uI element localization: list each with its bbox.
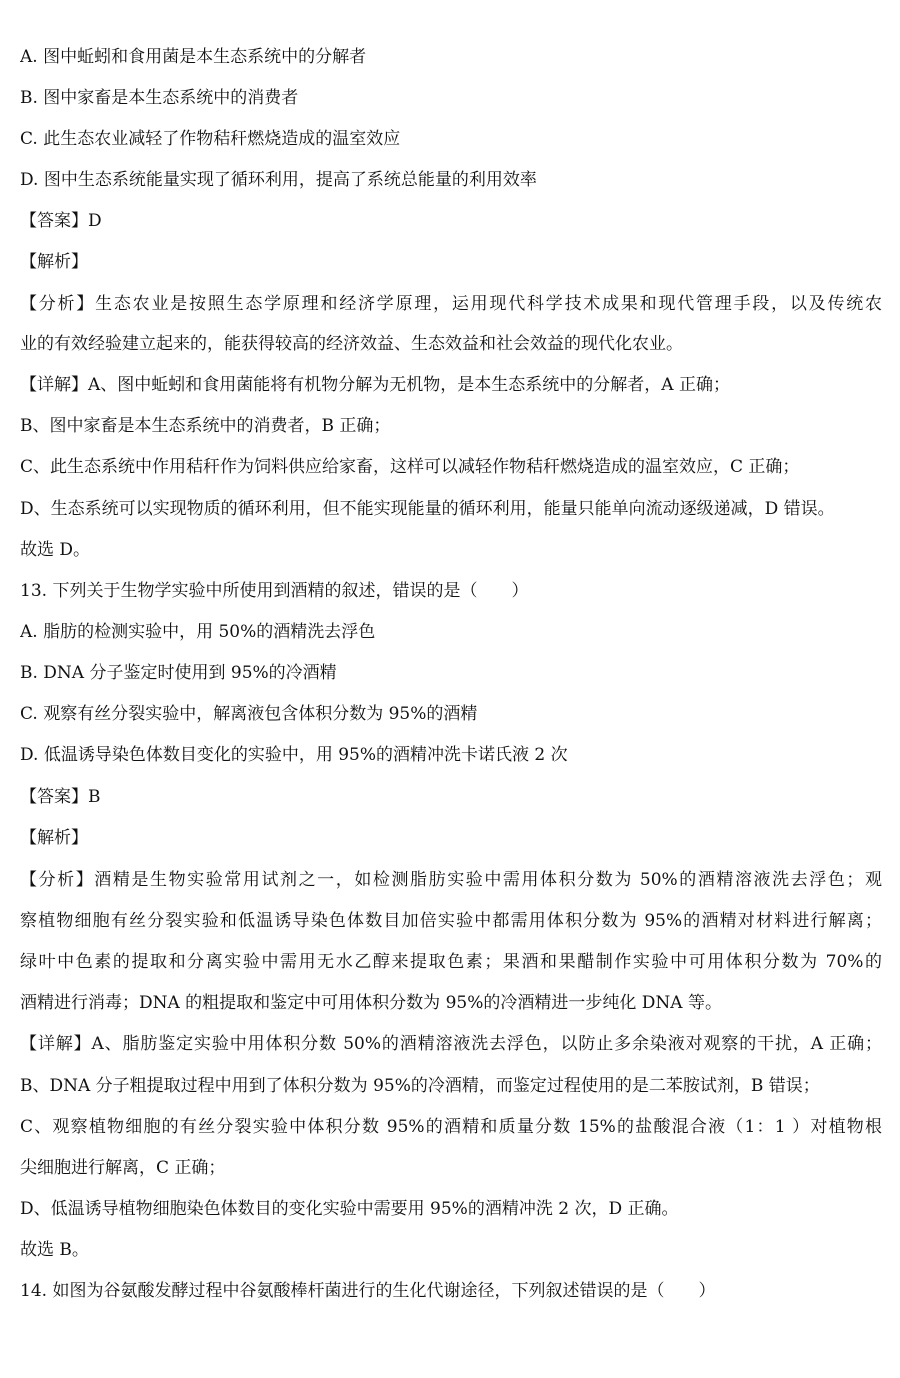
answer-value: B [88, 787, 101, 807]
q13-xiangjie-line-5: D、低温诱导植物细胞染色体数目的变化实验中需要用 95%的酒精冲洗 2 次，D 正确。 [20, 1199, 679, 1219]
q13-fenxi-line-2: 察植物细胞有丝分裂实验和低温诱导染色体数目加倍实验中都需用体积分数为 95%的酒精对材料进行解离； [20, 911, 882, 931]
q12-xiangjie-line-2: B、图中家畜是本生态系统中的消费者，B 正确； [20, 416, 391, 436]
fenxi-label: 【分析】 [20, 294, 96, 314]
fenxi-text: 生态农业是按照生态学原理和经济学原理，运用现代科学技术成果和现代管理手段，以及传统农 [95, 294, 882, 314]
q13-fenxi-line-1 [20, 868, 882, 892]
fenxi-label: 【分析】 [20, 870, 95, 890]
q13-xiangjie-line-1 [20, 1032, 882, 1056]
q13-xiangjie-line-4: 尖细胞进行解离，C 正确； [20, 1158, 226, 1178]
answer-label: 【答案】 [20, 787, 88, 807]
q12-option-a: A. 图中蚯蚓和食用菌是本生态系统中的分解者 [20, 47, 367, 67]
q12-fenxi-line-2: 业的有效经验建立起来的，能获得较高的经济效益、生态效益和社会效益的现代化农业。 [20, 334, 683, 354]
q12-analysis-heading: 【解析】 [20, 252, 88, 272]
q12-xiangjie-line-3: C、此生态系统中作用秸秆作为饲料供应给家畜，这样可以减轻作物秸秆燃烧造成的温室效应，C 正确； [20, 457, 800, 477]
xiangjie-text: A、脂肪鉴定实验中用体积分数 50%的酒精溶液洗去浮色，以防止多余染液对观察的干扰，A 正确； [91, 1034, 882, 1054]
q12-option-b: B. 图中家畜是本生态系统中的消费者 [20, 88, 299, 108]
xiangjie-text: A、图中蚯蚓和食用菌能将有机物分解为无机物，是本生态系统中的分解者，A 正确； [88, 375, 730, 395]
xiangjie-label: 【详解】 [20, 375, 88, 395]
q12-answer [20, 209, 882, 233]
q13-option-c: C. 观察有丝分裂实验中，解离液包含体积分数为 95%的酒精 [20, 704, 478, 724]
q13-option-a: A. 脂肪的检测实验中，用 50%的酒精洗去浮色 [20, 622, 376, 642]
q12-option-d: D. 图中生态系统能量实现了循环利用，提高了系统总能量的利用效率 [20, 170, 537, 190]
q12-fenxi-line-1 [20, 292, 882, 316]
q12-option-c: C. 此生态农业减轻了作物秸秆燃烧造成的温室效应 [20, 129, 401, 149]
q13-option-d: D. 低温诱导染色体数目变化的实验中，用 95%的酒精冲洗卡诺氏液 2 次 [20, 745, 568, 765]
q13-fenxi-line-3: 绿叶中色素的提取和分离实验中需用无水乙醇来提取色素；果酒和果醋制作实验中可用体积分数为 70%的 [20, 952, 882, 972]
q13-analysis-heading: 【解析】 [20, 828, 88, 848]
q12-conclusion: 故选 D。 [20, 540, 91, 560]
q13-xiangjie-line-2: B、DNA 分子粗提取过程中用到了体积分数为 95%的冷酒精，而鉴定过程使用的是二苯胺试剂，B 错误； [20, 1076, 820, 1096]
q13-answer [20, 785, 882, 809]
q13-conclusion: 故选 B。 [20, 1240, 89, 1260]
answer-value: D [88, 211, 102, 231]
q13-fenxi-line-4: 酒精进行消毒；DNA 的粗提取和鉴定中可用体积分数为 95%的冷酒精进一步纯化 DNA 等。 [20, 993, 722, 1013]
fenxi-text: 酒精是生物实验常用试剂之一，如检测脂肪实验中需用体积分数为 50%的酒精溶液洗去浮色；观 [94, 870, 882, 890]
q13-option-b: B. DNA 分子鉴定时使用到 95%的冷酒精 [20, 663, 337, 683]
q13-xiangjie-line-3: C、观察植物细胞的有丝分裂实验中体积分数 95%的酒精和质量分数 15%的盐酸混合液（1：1 ）对植物根 [20, 1117, 882, 1137]
answer-label: 【答案】 [20, 211, 88, 231]
q12-xiangjie-line-1 [20, 373, 882, 397]
q13-stem: 13. 下列关于生物学实验中所使用到酒精的叙述，错误的是（ ） [20, 581, 529, 601]
xiangjie-label: 【详解】 [20, 1034, 92, 1054]
q12-xiangjie-line-4: D、生态系统可以实现物质的循环利用，但不能实现能量的循环利用，能量只能单向流动逐级递减，D 错误。 [20, 499, 835, 519]
q14-stem: 14. 如图为谷氨酸发酵过程中谷氨酸棒杆菌进行的生化代谢途径，下列叙述错误的是（ ） [20, 1281, 716, 1301]
